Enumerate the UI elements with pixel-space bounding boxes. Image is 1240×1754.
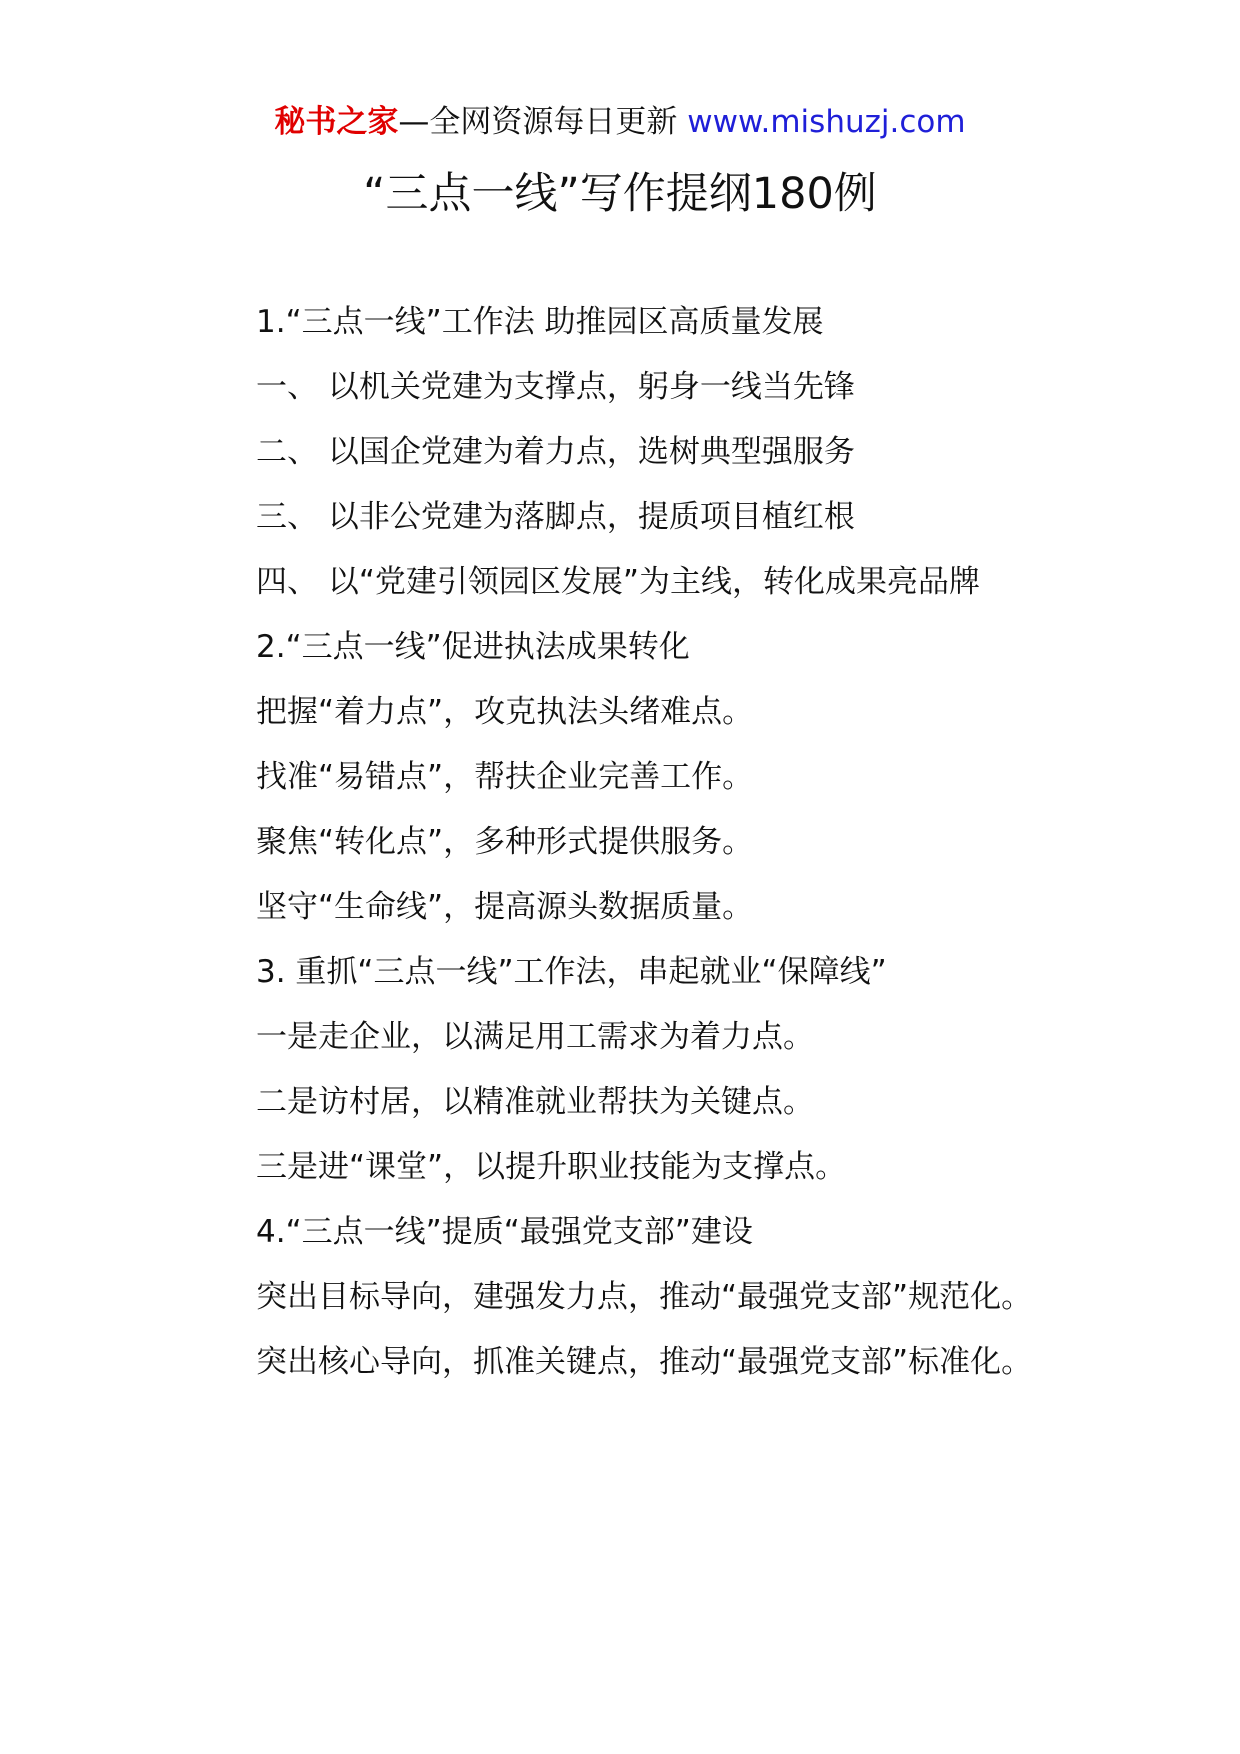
paragraph: 坚守“生命线”，提高源头数据质量。	[256, 889, 754, 925]
paragraph: 突出核心导向，抓准关键点，推动“最强党支部”标准化。	[256, 1344, 1033, 1380]
document-title: “三点一线”写作提纲180例	[363, 169, 877, 219]
paragraph: 三、 以非公党建为落脚点，提质项目植红根	[256, 499, 855, 535]
paragraph: 2.“三点一线”促进执法成果转化	[256, 629, 690, 665]
paragraph: 找准“易错点”，帮扶企业完善工作。	[256, 759, 754, 795]
document-body	[188, 290, 1060, 1395]
paragraph: 1.“三点一线”工作法 助推园区高质量发展	[256, 304, 824, 340]
site-url-link[interactable]: www.mishuzj.com	[687, 104, 966, 140]
paragraph: 一是走企业，以满足用工需求为着力点。	[256, 1019, 814, 1055]
site-slogan: —全网资源每日更新	[398, 104, 678, 140]
site-brand: 秘书之家	[274, 104, 399, 140]
paragraph: 四、 以“党建引领园区发展”为主线，转化成果亮品牌	[256, 564, 980, 600]
paragraph: 把握“着力点”，攻克执法头绪难点。	[256, 694, 754, 730]
paragraph: 突出目标导向，建强发力点，推动“最强党支部”规范化。	[256, 1279, 1033, 1315]
paragraph: 4.“三点一线”提质“最强党支部”建设	[256, 1214, 753, 1250]
paragraph: 一、 以机关党建为支撑点，躬身一线当先锋	[256, 369, 855, 405]
paragraph: 三是进“课堂”，以提升职业技能为支撑点。	[256, 1149, 847, 1185]
paragraph: 二、 以国企党建为着力点，选树典型强服务	[256, 434, 855, 470]
paragraph: 聚焦“转化点”，多种形式提供服务。	[256, 824, 754, 860]
site-header	[0, 100, 1240, 144]
paragraph: 二是访村居，以精准就业帮扶为关键点。	[256, 1084, 814, 1120]
paragraph: 3. 重抓“三点一线”工作法，串起就业“保障线”	[256, 954, 887, 990]
